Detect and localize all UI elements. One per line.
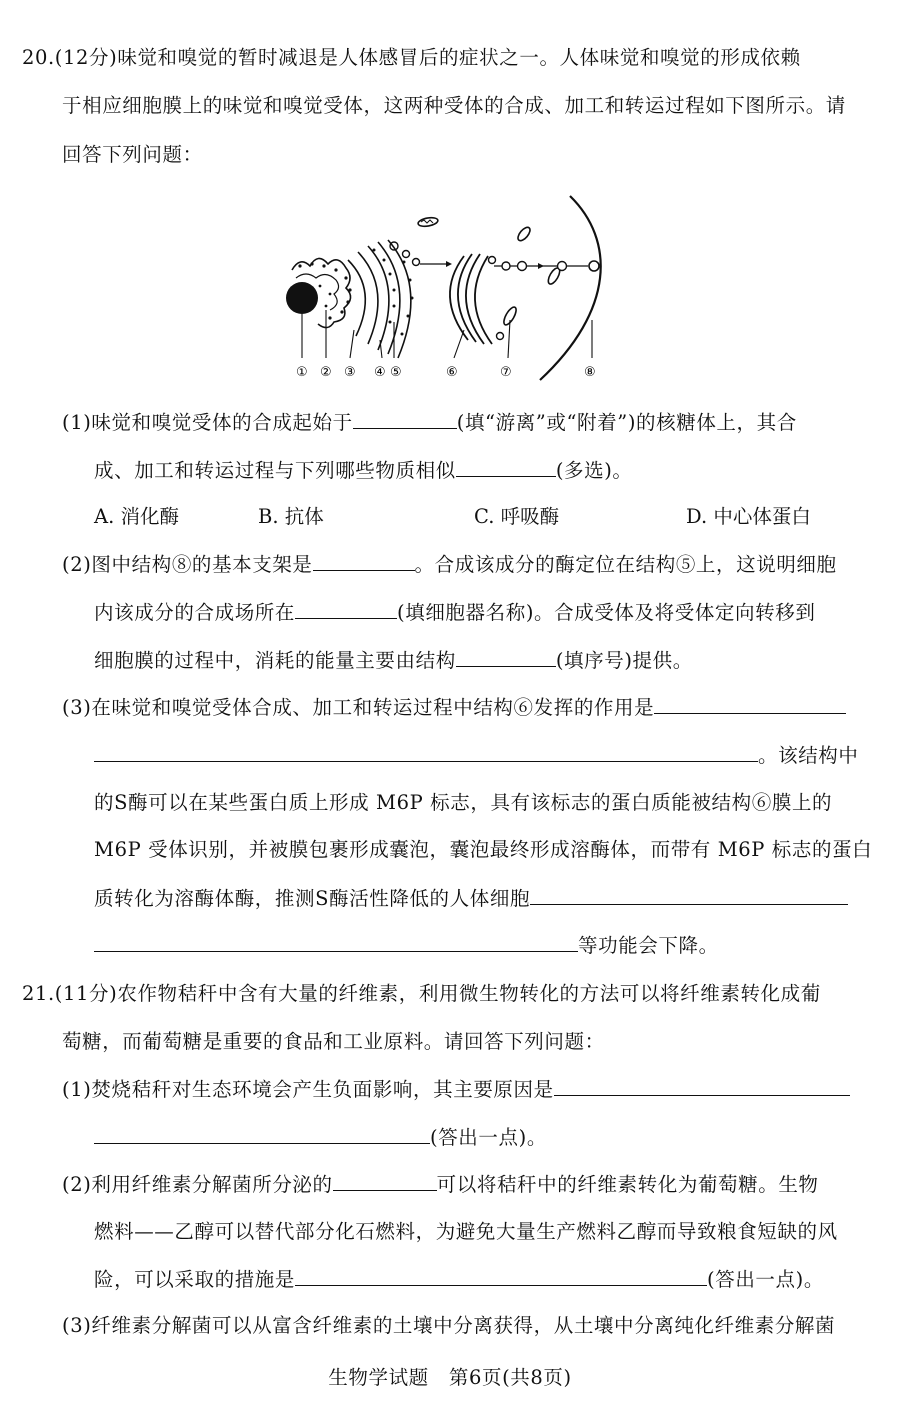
q20-part3-line-4: M6P 受体识别，并被膜包裹形成囊泡，囊泡最终形成溶酶体，而带有 M6P 标志的蛋白 [94,838,873,861]
q20-p2-text-a: (2)图中结构⑧的基本支架是 [62,553,313,576]
q20-p3-blank-2[interactable] [530,886,848,905]
q20-p3-blank-1-cont[interactable] [94,743,758,762]
q21-p2-text-d: 险，可以采取的措施是 [94,1268,296,1291]
figure-label-2: ② [320,365,332,380]
cell-secretion-diagram [270,190,610,386]
q20-part2-line-1 [62,552,837,577]
figure-label-7: ⑦ [500,365,512,380]
q20-part3-line-2 [94,743,859,768]
q20-part3-line-1 [62,695,846,720]
q21-p2-text-a: (2)利用纤维素分解菌所分泌的 [62,1173,333,1196]
q20-p1-text-d: (多选)。 [555,459,633,482]
q20-p2-text-f: (填序号)提供。 [555,649,693,672]
q21-p1-text-b: (答出一点)。 [430,1126,547,1149]
figure-label-1: ① [296,365,308,380]
q20-p2-text-e: 细胞膜的过程中，消耗的能量主要由结构 [94,649,456,672]
q21-intro-line-1: 21.(11分)农作物秸秆中含有大量的纤维素，利用微生物转化的方法可以将纤维素转化成葡 [22,982,821,1005]
q20-intro-line-3: 回答下列问题： [62,143,203,166]
q20-p3-text-e: 质转化为溶酶体酶，推测S酶活性降低的人体细胞 [94,887,531,910]
option-b: B. 抗体 [258,505,324,528]
q20-p3-text-a: (3)在味觉和嗅觉受体合成、加工和转运过程中结构⑥发挥的作用是 [62,696,655,719]
q20-p2-text-d: (填细胞器名称)。合成受体及将受体定向转移到 [397,601,816,624]
q20-p3-blank-2-cont[interactable] [94,933,578,952]
figure-label-6: ⑥ [446,365,458,380]
q20-part1-line-1 [62,410,797,435]
q21-p2-blank-1[interactable] [333,1172,437,1191]
q20-p1-text-b: (填“游离”或“附着”)的核糖体上，其合 [456,411,797,434]
q21-part1-line-2 [94,1125,547,1150]
q21-part1-line-1 [62,1077,850,1102]
q21-p2-text-b: 可以将秸秆中的纤维素转化为葡萄糖。生物 [436,1173,819,1196]
q21-p2-text-e: (答出一点)。 [707,1268,824,1291]
q21-part3-line-1: (3)纤维素分解菌可以从富含纤维素的土壤中分离获得，从土壤中分离纯化纤维素分解菌 [62,1314,836,1337]
page-footer: 生物学试题 第6页(共8页) [328,1366,572,1389]
q20-p3-blank-1[interactable] [654,695,846,714]
q20-part3-line-3: 的S酶可以在某些蛋白质上形成 M6P 标志，具有该标志的蛋白质能被结构⑥膜上的 [94,791,833,814]
q20-p2-blank-1[interactable] [313,552,415,571]
q21-part2-line-2: 燃料——乙醇可以替代部分化石燃料，为避免大量生产燃料乙醇而导致粮食短缺的风 [94,1220,838,1243]
q21-intro-line-2: 萄糖，而葡萄糖是重要的食品和工业原料。请回答下列问题： [62,1030,605,1053]
q21-part2-line-3 [94,1267,824,1292]
q20-p2-text-c: 内该成分的合成场所在 [94,601,296,624]
q21-p1-blank-cont[interactable] [94,1125,430,1144]
q20-p2-blank-3[interactable] [456,648,556,667]
q20-p1-blank-2[interactable] [456,458,556,477]
q21-part2-line-1 [62,1172,819,1197]
q21-p2-blank-2[interactable] [295,1267,707,1286]
q20-p3-text-b: 。该结构中 [758,744,859,767]
figure-label-3: ③ [344,365,356,380]
q21-p1-text-a: (1)焚烧秸秆对生态环境会产生负面影响，其主要原因是 [62,1078,554,1101]
q20-part3-line-5 [94,886,848,911]
option-a: A. 消化酶 [94,505,179,528]
figure-label-4: ④ [374,365,386,380]
q20-p2-blank-2[interactable] [295,600,397,619]
q20-part3-line-6 [94,933,719,958]
q20-p1-blank-1[interactable] [353,410,457,429]
q20-p1-text-a: (1)味觉和嗅觉受体的合成起始于 [62,411,353,434]
q20-p1-text-c: 成、加工和转运过程与下列哪些物质相似 [94,459,456,482]
q20-p3-text-f: 等功能会下降。 [578,934,719,957]
figure-label-8: ⑧ [584,365,596,380]
q20-intro-line-2: 于相应细胞膜上的味觉和嗅觉受体，这两种受体的合成、加工和转运过程如下图所示。请 [62,94,846,117]
q20-p2-text-b: 。合成该成分的酶定位在结构⑤上，这说明细胞 [414,553,837,576]
q20-intro-line-1: 20.(12分)味觉和嗅觉的暂时减退是人体感冒后的症状之一。人体味觉和嗅觉的形成依赖 [22,46,801,69]
q20-part2-line-2 [94,600,815,625]
figure-label-5: ⑤ [390,365,402,380]
option-c: C. 呼吸酶 [474,505,560,528]
option-d: D. 中心体蛋白 [686,505,811,528]
q21-p1-blank[interactable] [554,1077,850,1096]
q20-part2-line-3 [94,648,693,673]
q20-part1-line-2 [94,458,633,483]
